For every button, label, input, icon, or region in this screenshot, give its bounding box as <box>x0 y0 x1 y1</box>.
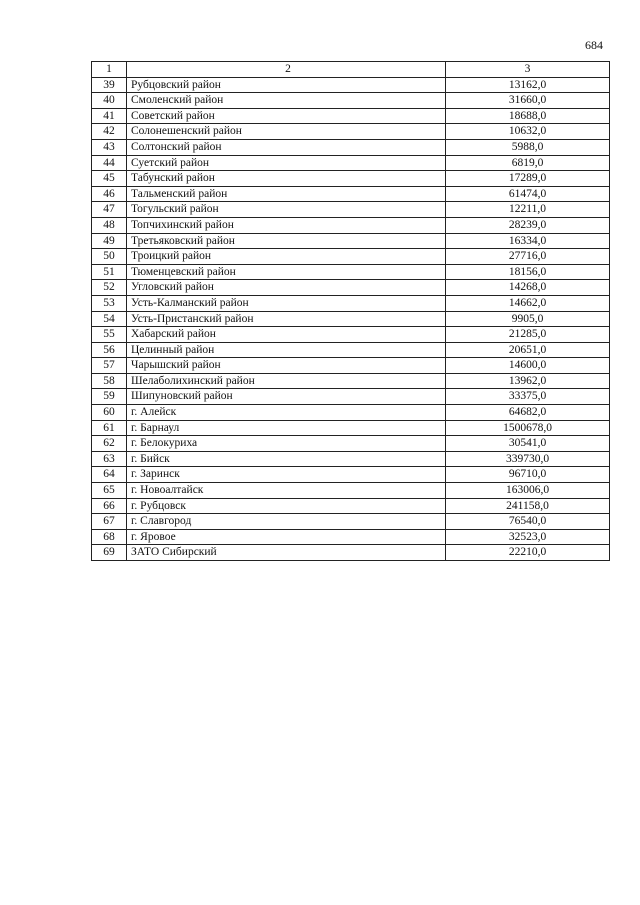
row-number-cell: 47 <box>92 202 127 218</box>
territory-name-cell: Шелаболихинский район <box>127 373 446 389</box>
amount-cell: 10632,0 <box>446 124 610 140</box>
row-number-cell: 62 <box>92 436 127 452</box>
row-number-cell: 55 <box>92 327 127 343</box>
territory-name-cell: Усть-Калманский район <box>127 295 446 311</box>
table-row <box>92 264 610 280</box>
amount-cell: 1500678,0 <box>446 420 610 436</box>
table-header <box>92 62 610 78</box>
row-number-cell: 66 <box>92 498 127 514</box>
table-row <box>92 217 610 233</box>
data-table <box>91 61 610 561</box>
row-number-cell: 51 <box>92 264 127 280</box>
table-row <box>92 514 610 530</box>
table-row <box>92 389 610 405</box>
amount-cell: 33375,0 <box>446 389 610 405</box>
territory-name-cell: Табунский район <box>127 171 446 187</box>
amount-cell: 32523,0 <box>446 529 610 545</box>
amount-cell: 22210,0 <box>446 545 610 561</box>
table-row <box>92 451 610 467</box>
territory-name-cell: г. Новоалтайск <box>127 483 446 499</box>
amount-cell: 14268,0 <box>446 280 610 296</box>
table-body <box>92 77 610 560</box>
amount-cell: 30541,0 <box>446 436 610 452</box>
amount-cell: 28239,0 <box>446 217 610 233</box>
table-row <box>92 342 610 358</box>
table-row <box>92 249 610 265</box>
amount-cell: 14662,0 <box>446 295 610 311</box>
amount-cell: 27716,0 <box>446 249 610 265</box>
table-row <box>92 327 610 343</box>
amount-cell: 13962,0 <box>446 373 610 389</box>
amount-cell: 12211,0 <box>446 202 610 218</box>
row-number-cell: 56 <box>92 342 127 358</box>
row-number-cell: 57 <box>92 358 127 374</box>
territory-name-cell: Солтонский район <box>127 139 446 155</box>
territory-name-cell: Тогульский район <box>127 202 446 218</box>
row-number-cell: 60 <box>92 405 127 421</box>
table-row <box>92 139 610 155</box>
row-number-cell: 44 <box>92 155 127 171</box>
amount-cell: 5988,0 <box>446 139 610 155</box>
column-header-3: 3 <box>446 62 610 78</box>
amount-cell: 96710,0 <box>446 467 610 483</box>
amount-cell: 339730,0 <box>446 451 610 467</box>
row-number-cell: 48 <box>92 217 127 233</box>
table-row <box>92 233 610 249</box>
territory-name-cell: г. Заринск <box>127 467 446 483</box>
row-number-cell: 54 <box>92 311 127 327</box>
territory-name-cell: г. Рубцовск <box>127 498 446 514</box>
territory-name-cell: Целинный район <box>127 342 446 358</box>
amount-cell: 17289,0 <box>446 171 610 187</box>
territory-name-cell: Третьяковский район <box>127 233 446 249</box>
table-row <box>92 124 610 140</box>
row-number-cell: 43 <box>92 139 127 155</box>
row-number-cell: 53 <box>92 295 127 311</box>
territory-name-cell: Солонешенский район <box>127 124 446 140</box>
territory-name-cell: Суетский район <box>127 155 446 171</box>
table-row <box>92 93 610 109</box>
amount-cell: 61474,0 <box>446 186 610 202</box>
row-number-cell: 42 <box>92 124 127 140</box>
table-row <box>92 108 610 124</box>
table-row <box>92 405 610 421</box>
amount-cell: 163006,0 <box>446 483 610 499</box>
column-header-2: 2 <box>127 62 446 78</box>
table-row <box>92 373 610 389</box>
row-number-cell: 61 <box>92 420 127 436</box>
territory-name-cell: г. Славгород <box>127 514 446 530</box>
table-row <box>92 77 610 93</box>
territory-name-cell: Советский район <box>127 108 446 124</box>
row-number-cell: 64 <box>92 467 127 483</box>
row-number-cell: 67 <box>92 514 127 530</box>
territory-name-cell: ЗАТО Сибирский <box>127 545 446 561</box>
table-row <box>92 280 610 296</box>
territory-name-cell: Угловский район <box>127 280 446 296</box>
amount-cell: 16334,0 <box>446 233 610 249</box>
territory-name-cell: Хабарский район <box>127 327 446 343</box>
territory-name-cell: г. Яровое <box>127 529 446 545</box>
page-number: 684 <box>585 38 603 52</box>
row-number-cell: 46 <box>92 186 127 202</box>
row-number-cell: 49 <box>92 233 127 249</box>
amount-cell: 14600,0 <box>446 358 610 374</box>
table-row <box>92 467 610 483</box>
table-row <box>92 483 610 499</box>
amount-cell: 76540,0 <box>446 514 610 530</box>
table-row <box>92 155 610 171</box>
territory-name-cell: Топчихинский район <box>127 217 446 233</box>
territory-name-cell: Тальменский район <box>127 186 446 202</box>
table-row <box>92 171 610 187</box>
territory-name-cell: Чарышский район <box>127 358 446 374</box>
territory-name-cell: г. Бийск <box>127 451 446 467</box>
table-row <box>92 529 610 545</box>
table-row <box>92 202 610 218</box>
row-number-cell: 40 <box>92 93 127 109</box>
amount-cell: 31660,0 <box>446 93 610 109</box>
row-number-cell: 39 <box>92 77 127 93</box>
amount-cell: 18156,0 <box>446 264 610 280</box>
territory-name-cell: г. Барнаул <box>127 420 446 436</box>
table-row <box>92 186 610 202</box>
amount-cell: 18688,0 <box>446 108 610 124</box>
row-number-cell: 59 <box>92 389 127 405</box>
amount-cell: 6819,0 <box>446 155 610 171</box>
territory-name-cell: Смоленский район <box>127 93 446 109</box>
row-number-cell: 50 <box>92 249 127 265</box>
row-number-cell: 58 <box>92 373 127 389</box>
header-row <box>92 62 610 78</box>
territory-name-cell: Троицкий район <box>127 249 446 265</box>
row-number-cell: 45 <box>92 171 127 187</box>
amount-cell: 20651,0 <box>446 342 610 358</box>
territory-name-cell: Шипуновский район <box>127 389 446 405</box>
table-row <box>92 498 610 514</box>
row-number-cell: 68 <box>92 529 127 545</box>
territory-name-cell: г. Белокуриха <box>127 436 446 452</box>
territory-name-cell: Рубцовский район <box>127 77 446 93</box>
row-number-cell: 41 <box>92 108 127 124</box>
column-header-1: 1 <box>92 62 127 78</box>
table-row <box>92 436 610 452</box>
amount-cell: 241158,0 <box>446 498 610 514</box>
row-number-cell: 63 <box>92 451 127 467</box>
table-row <box>92 358 610 374</box>
amount-cell: 13162,0 <box>446 77 610 93</box>
amount-cell: 64682,0 <box>446 405 610 421</box>
row-number-cell: 69 <box>92 545 127 561</box>
table-row <box>92 295 610 311</box>
table-row <box>92 545 610 561</box>
territory-name-cell: Усть-Пристанский район <box>127 311 446 327</box>
table-row <box>92 420 610 436</box>
amount-cell: 21285,0 <box>446 327 610 343</box>
row-number-cell: 65 <box>92 483 127 499</box>
row-number-cell: 52 <box>92 280 127 296</box>
territory-name-cell: г. Алейск <box>127 405 446 421</box>
amount-cell: 9905,0 <box>446 311 610 327</box>
territory-name-cell: Тюменцевский район <box>127 264 446 280</box>
table-row <box>92 311 610 327</box>
